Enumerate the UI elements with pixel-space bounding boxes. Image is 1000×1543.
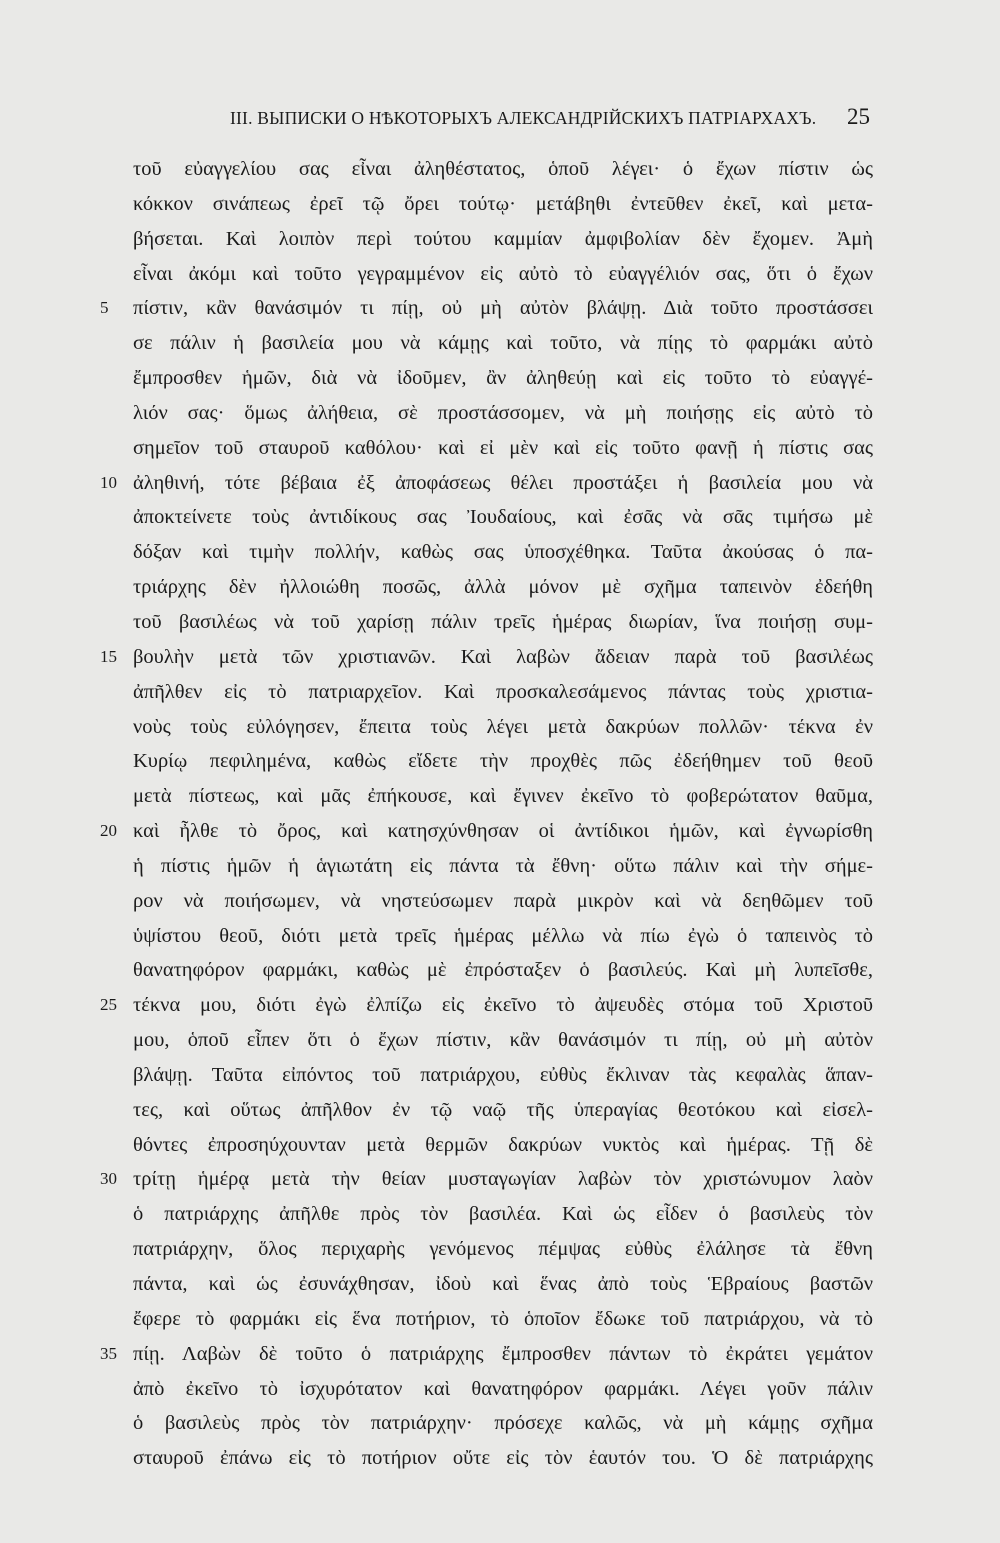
text-line <box>100 1162 873 1197</box>
text-line <box>100 640 873 675</box>
line-text: ὁ βασιλεὺς πρὸς τὸν πατριάρχην· πρόσεχε καλῶς, νὰ μὴ κάμῃς σχῆμα <box>133 1412 873 1435</box>
line-text: πάντα, καὶ ὡς ἐσυνάχθησαν, ἰδοὺ καὶ ἕνας ἀπὸ τοὺς Ἑβραίους βαστῶν <box>133 1273 873 1295</box>
text-line <box>133 1372 873 1407</box>
line-text: ἔμπροσθεν ἡμῶν, διὰ νὰ ἰδοῦμεν, ἂν ἀληθεύῃ καὶ εἰς τοῦτο τὸ εὐαγγέ- <box>133 367 873 390</box>
line-text: βήσεται. Καὶ λοιπὸν περὶ τούτου καμμίαν ἀμφιβολίαν δὲν ἔχομεν. Ἀμὴ <box>133 227 873 250</box>
line-text: σε πάλιν ἡ βασιλεία μου νὰ κάμῃς καὶ τοῦτο, νὰ πίῃς τὸ φαρμάκι αὐτὸ <box>133 332 873 355</box>
line-text: δόξαν καὶ τιμὴν πολλήν, καθὼς σας ὑποσχέθηκα. Ταῦτα ἀκούσας ὁ πα- <box>133 541 873 564</box>
text-line <box>133 953 873 988</box>
text-line <box>133 1302 873 1337</box>
line-text: κόκκον σινάπεως ἐρεῖ τῷ ὄρει τούτῳ· μετάβηθι ἐντεῦθεν ἐκεῖ, καὶ μετα- <box>133 192 873 215</box>
text-line <box>133 570 873 605</box>
line-text: πίῃ. Λαβὼν δὲ τοῦτο ὁ πατριάρχης ἔμπροσθεν πάντων τὸ ἐκράτει γεμάτον <box>133 1342 873 1365</box>
line-text: σταυροῦ ἐπάνω εἰς τὸ ποτήριον οὔτε εἰς τὸν ἑαυτόν του. Ὁ δὲ πατριάρχης <box>133 1447 873 1470</box>
line-text: ἀληθινή, τότε βέβαια ἐξ ἀποφάσεως θέλει προστάξει ἡ βασιλεία μου νὰ <box>133 471 873 494</box>
line-number: 10 <box>100 472 117 492</box>
line-text: σημεῖον τοῦ σταυροῦ καθόλου· καὶ εἰ μὲν καὶ εἰς τοῦτο φανῇ ἡ πίστις σας <box>133 436 873 459</box>
line-text: μου, ὁποῦ εἶπεν ὅτι ὁ ἔχων πίστιν, κἂν θανάσιμόν τι πίῃ, οὐ μὴ αὐτὸν <box>133 1029 873 1052</box>
line-text: τοῦ βασιλέως νὰ τοῦ χαρίσῃ πάλιν τρεῖς ἡμέρας διωρίαν, ἵνα ποιήσῃ συμ- <box>133 610 873 633</box>
text-line <box>133 500 873 535</box>
line-text: μετὰ πίστεως, καὶ μᾶς ἐπήκουσε, καὶ ἔγινεν ἐκεῖνο τὸ φοβερώτατον θαῦμα, <box>133 785 873 808</box>
text-line <box>133 326 873 361</box>
line-text: θανατηφόρον φαρμάκι, καθὼς μὲ ἐπρόσταξεν ὁ βασιλεύς. Καὶ μὴ λυπεῖσθε, <box>133 959 873 982</box>
line-text: καὶ ἦλθε τὸ ὄρος, καὶ κατησχύνθησαν οἱ ἀντίδικοι ἡμῶν, καὶ ἐγνωρίσθη <box>133 820 873 843</box>
line-text: ἀπῆλθεν εἰς τὸ πατριαρχεῖον. Καὶ προσκαλεσάμενος πάντας τοὺς χριστια- <box>133 680 873 703</box>
text-line <box>133 849 873 884</box>
body-text <box>100 152 873 1476</box>
text-line <box>133 1128 873 1163</box>
text-line <box>133 710 873 745</box>
line-text: Κυρίῳ πεφιλημένα, καθὼς εἴδετε τὴν προχθὲς πῶς ἐδεήθημεν τοῦ θεοῦ <box>133 750 873 773</box>
page-number: 25 <box>847 104 870 129</box>
line-number: 5 <box>100 298 109 318</box>
text-line <box>100 988 873 1023</box>
header-title: III. ВЫПИСКИ О НѢКОТОРЫХЪ АЛЕКСАНДРІЙСКИХЪ ПАТРІАРХАХЪ. <box>230 108 817 128</box>
line-text: ρον νὰ ποιήσωμεν, νὰ νηστεύσωμεν παρὰ μικρὸν καὶ νὰ δεηθῶμεν τοῦ <box>133 889 873 912</box>
text-line <box>133 1267 873 1302</box>
text-line <box>133 1023 873 1058</box>
text-line <box>133 1441 873 1476</box>
line-number: 25 <box>100 995 117 1015</box>
text-line <box>100 291 873 326</box>
text-line <box>133 1406 873 1441</box>
text-line <box>133 1058 873 1093</box>
line-text: ὑψίστου θεοῦ, διότι μετὰ τρεῖς ἡμέρας μέλλω νὰ πίω ἐγὼ ὁ ταπεινὸς τὸ <box>133 924 873 947</box>
line-number: 30 <box>100 1169 117 1189</box>
line-text: βουλὴν μετὰ τῶν χριστιανῶν. Καὶ λαβὼν ἄδειαν παρὰ τοῦ βασιλέως <box>133 645 873 668</box>
text-line <box>133 744 873 779</box>
line-text: βλάψῃ. Ταῦτα εἰπόντος τοῦ πατριάρχου, εὐθὺς ἔκλιναν τὰς κεφαλὰς ἅπαν- <box>133 1063 873 1086</box>
text-line <box>133 884 873 919</box>
line-number: 15 <box>100 646 117 666</box>
text-line <box>133 605 873 640</box>
line-text: πίστιν, κἂν θανάσιμόν τι πίῃ, οὐ μὴ αὐτὸν βλάψῃ. Διὰ τοῦτο προστάσσει <box>133 297 873 320</box>
line-number: 20 <box>100 821 117 841</box>
line-text: θόντες ἐπροσηύχουνταν μετὰ θερμῶν δακρύων νυκτὸς καὶ ἡμέρας. Τῇ δὲ <box>133 1133 873 1156</box>
text-line <box>133 431 873 466</box>
text-line <box>133 675 873 710</box>
line-text: εἶναι ἀκόμι καὶ τοῦτο γεγραμμένον εἰς αὐτὸ τὸ εὐαγγέλιόν σας, ὅτι ὁ ἔχων <box>133 262 873 285</box>
text-line <box>133 187 873 222</box>
text-line <box>133 396 873 431</box>
line-text: τες, καὶ οὕτως ἀπῆλθον ἐν τῷ ναῷ τῆς ὑπεραγίας θεοτόκου καὶ εἰσελ- <box>133 1098 873 1121</box>
text-line <box>133 1232 873 1267</box>
text-line <box>133 222 873 257</box>
text-line <box>133 152 873 187</box>
line-text: νοὺς τοὺς εὐλόγησεν, ἔπειτα τοὺς λέγει μετὰ δακρύων πολλῶν· τέκνα ἐν <box>133 715 873 738</box>
line-text: ἀποκτείνετε τοὺς ἀντιδίκους σας Ἰουδαίους, καὶ ἐσᾶς νὰ σᾶς τιμήσω μὲ <box>133 506 873 529</box>
line-text: ὁ πατριάρχης ἀπῆλθε πρὸς τὸν βασιλέα. Καὶ ὡς εἶδεν ὁ βασιλεὺς τὸν <box>133 1203 873 1226</box>
line-text: τέκνα μου, διότι ἐγὼ ἐλπίζω εἰς ἐκεῖνο τὸ ἀψευδὲς στόμα τοῦ Χριστοῦ <box>133 994 873 1017</box>
text-line <box>100 1337 873 1372</box>
line-text: τοῦ εὐαγγελίου σας εἶναι ἀληθέστατος, ὁποῦ λέγει· ὁ ἔχων πίστιν ὡς <box>133 158 873 180</box>
text-line <box>133 257 873 292</box>
line-text: λιόν σας· ὅμως ἀλήθεια, σὲ προστάσσομεν, νὰ μὴ ποιήσῃς εἰς αὐτὸ τὸ <box>133 401 873 424</box>
line-text: πατριάρχην, ὅλος περιχαρὴς γενόμενος πέμψας εὐθὺς ἐλάλησε τὰ ἔθνη <box>133 1238 873 1261</box>
line-text: ἔφερε τὸ φαρμάκι εἰς ἕνα ποτήριον, τὸ ὁποῖον ἔδωκε τοῦ πατριάρχου, νὰ τὸ <box>133 1307 873 1330</box>
line-text: τρίτῃ ἡμέρᾳ μετὰ τὴν θείαν μυσταγωγίαν λαβὼν τὸν χριστώνυμον λαὸν <box>133 1168 873 1191</box>
text-line <box>100 814 873 849</box>
line-text: τριάρχης δὲν ἠλλοιώθη ποσῶς, ἀλλὰ μόνον μὲ σχῆμα ταπεινὸν ἐδεήθη <box>133 576 873 599</box>
text-line <box>133 1093 873 1128</box>
text-line <box>100 466 873 501</box>
line-number: 35 <box>100 1343 117 1363</box>
line-text: ἀπὸ ἐκεῖνο τὸ ἰσχυρότατον καὶ θανατηφόρον φαρμάκι. Λέγει γοῦν πάλιν <box>133 1377 873 1400</box>
text-line <box>133 919 873 954</box>
line-text: ἡ πίστις ἡμῶν ἡ ἁγιωτάτη εἰς πάντα τὰ ἔθνη· οὕτω πάλιν καὶ τὴν σήμε- <box>133 854 873 877</box>
text-line <box>133 779 873 814</box>
text-line <box>133 535 873 570</box>
text-line <box>133 1197 873 1232</box>
text-line <box>133 361 873 396</box>
running-header <box>230 104 870 134</box>
